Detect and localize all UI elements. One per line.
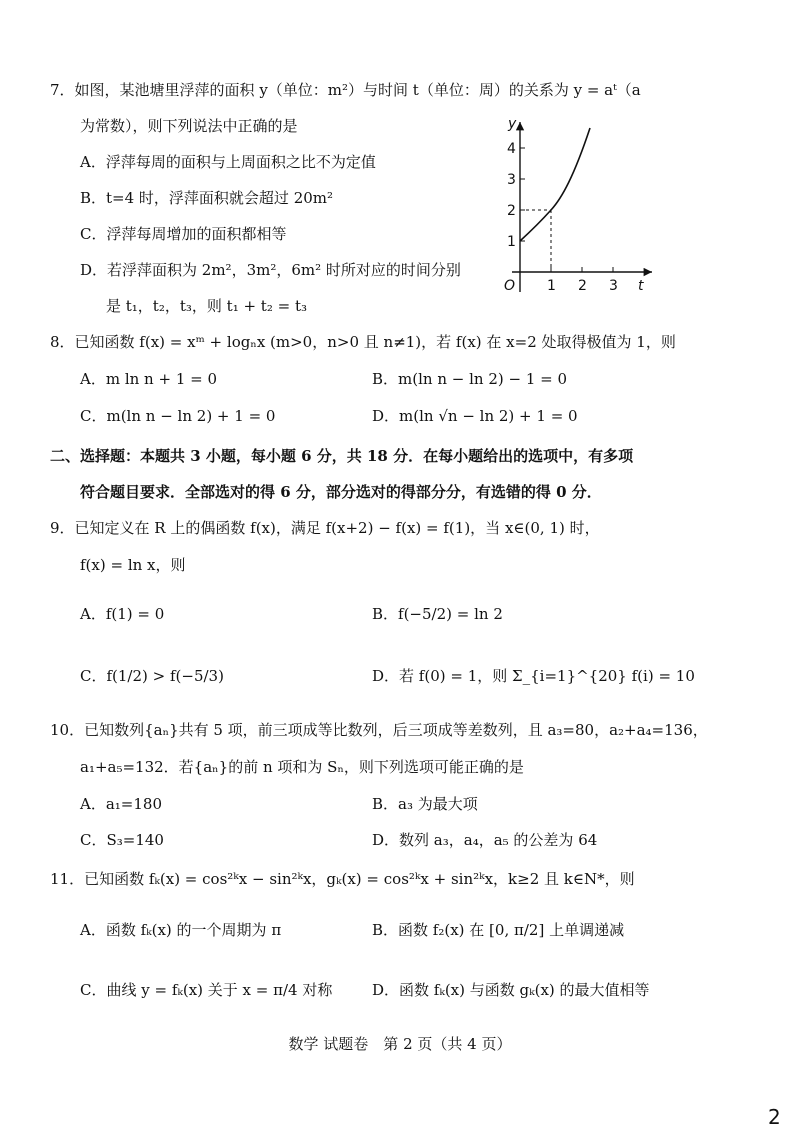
q8-stem: 8．已知函数 f(x) = xᵐ + logₙx (m>0，n>0 且 n≠1)，若 f(x) 在 x=2 处取得极值为 1，则 — [50, 333, 676, 351]
section-2-header-line1: 二、选择题：本题共 3 小题，每小题 6 分，共 18 分．在每小题给出的选项中，有多项 — [50, 447, 634, 465]
q9-option-c: C．f(1/2) > f(−5/3) — [80, 667, 224, 685]
y-tick-label-2: 2 — [507, 203, 516, 219]
q9-option-b: B．f(−5/2) = ln 2 — [372, 605, 503, 623]
y-tick-label-1: 1 — [507, 234, 516, 250]
q11-option-a: A．函数 fₖ(x) 的一个周期为 π — [80, 921, 282, 939]
page-footer: 数学 试题卷 第 2 页（共 4 页） — [288, 1035, 512, 1053]
x-tick-label-3: 3 — [609, 278, 618, 294]
y-axis-label: y — [508, 116, 517, 132]
q8-option-a: A．m ln n + 1 = 0 — [80, 370, 218, 388]
x-tick-label-1: 1 — [547, 278, 556, 294]
exponential-growth-graph — [490, 112, 660, 302]
q7-stem-line1: 7．如图，某池塘里浮萍的面积 y（单位：m²）与时间 t（单位：周）的关系为 y = aᵗ（a — [50, 81, 641, 99]
q8-option-b: B．m(ln n − ln 2) − 1 = 0 — [372, 370, 568, 388]
section-2-header-line2: 符合题目要求．全部选对的得 6 分，部分选对的得部分分，有选错的得 0 分． — [80, 483, 602, 501]
q11-option-d: D．函数 fₖ(x) 与函数 gₖ(x) 的最大值相等 — [372, 981, 650, 999]
q9-stem-line2: f(x) = ln x，则 — [80, 556, 186, 574]
x-axis-label: t — [638, 278, 644, 294]
curve-y-equals-a-pow-t — [520, 128, 590, 241]
q9-stem-line1: 9．已知定义在 R 上的偶函数 f(x)，满足 f(x+2) − f(x) = f(1)，当 x∈(0, 1) 时， — [50, 519, 600, 537]
q7-stem-line2: 为常数），则下列说法中正确的是 — [80, 117, 298, 135]
q10-stem-line1: 10．已知数列{aₙ}共有 5 项，前三项成等比数列，后三项成等差数列，且 a₃=80，a₂+a₄=136， — [50, 721, 708, 739]
q11-stem: 11．已知函数 fₖ(x) = cos²ᵏx − sin²ᵏx，gₖ(x) = cos²ᵏx + sin²ᵏx，k≥2 且 k∈N*，则 — [50, 870, 635, 888]
page-number: 2 — [768, 1105, 781, 1129]
q7-option-d-line2: 是 t₁，t₂，t₃，则 t₁ + t₂ = t₃ — [106, 297, 307, 315]
q11-option-c: C．曲线 y = fₖ(x) 关于 x = π/4 对称 — [80, 981, 333, 999]
q9-option-a: A．f(1) = 0 — [80, 605, 165, 623]
q9-option-d: D．若 f(0) = 1，则 Σ_{i=1}^{20} f(i) = 10 — [372, 667, 695, 685]
q7-option-c: C．浮萍每周增加的面积都相等 — [80, 225, 287, 243]
y-tick-label-4: 4 — [507, 141, 516, 157]
q8-option-d: D．m(ln √n − ln 2) + 1 = 0 — [372, 407, 578, 425]
q7-option-b: B．t=4 时，浮萍面积就会超过 20m² — [80, 189, 334, 207]
q10-option-d: D．数列 a₃，a₄，a₅ 的公差为 64 — [372, 831, 598, 849]
origin-label: O — [504, 278, 516, 294]
x-tick-label-2: 2 — [578, 278, 587, 294]
q7-option-d-line1: D．若浮萍面积为 2m²，3m²，6m² 时所对应的时间分别 — [80, 261, 461, 279]
q7-option-a: A．浮萍每周的面积与上周面积之比不为定值 — [80, 153, 376, 171]
q10-stem-line2: a₁+a₅=132．若{aₙ}的前 n 项和为 Sₙ，则下列选项可能正确的是 — [80, 758, 524, 776]
q10-option-c: C．S₃=140 — [80, 831, 164, 849]
q8-option-c: C．m(ln n − ln 2) + 1 = 0 — [80, 407, 276, 425]
q10-option-a: A．a₁=180 — [80, 795, 162, 813]
q11-option-b: B．函数 f₂(x) 在 [0, π/2] 上单调递减 — [372, 921, 625, 939]
y-tick-label-3: 3 — [507, 172, 516, 188]
q10-option-b: B．a₃ 为最大项 — [372, 795, 478, 813]
